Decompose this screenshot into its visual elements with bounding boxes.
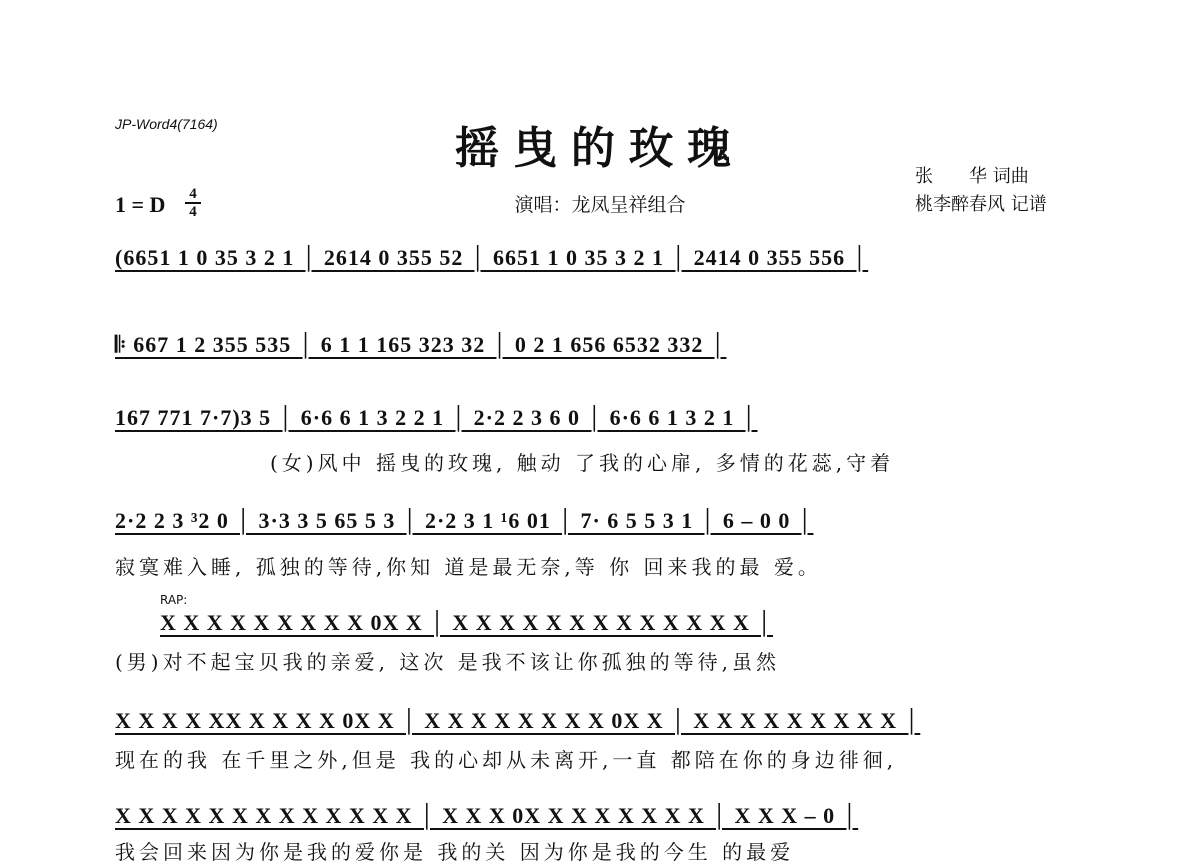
notes-line-2: 𝄆 667 1 2 355 535 │ 6 1 1 165 323 32 │ 0 2 1 656 6532 332 │: [115, 332, 727, 357]
lyricist-credit: 张 华 词曲: [915, 166, 1029, 187]
notes-line-4: 2·2 2 3 ³2 0 │ 3·3 3 5 65 5 3 │ 2·2 3 1 ¹6 01 │ 7· 6 5 5 3 1 │ 6 – 0 0 │: [115, 508, 814, 533]
notes-line-7: X X X X X X X X X X X X X │ X X X 0X X X X X X X X │ X X X – 0 │: [115, 803, 859, 828]
transcriber-credit: 桃李醉春风 记谱: [915, 194, 1047, 215]
score-line-2: [115, 332, 1090, 358]
meter-bottom: 4: [189, 204, 197, 220]
notes-line-6: X X X X XX X X X X 0X X │ X X X X X X X X 0X X │ X X X X X X X X X │: [115, 708, 921, 733]
score-line-6: [115, 708, 1090, 734]
lyric-line-4: 寂寞难入睡, 孤独的等待,你知 道是最无奈,等 你 回来我的最 爱。: [115, 555, 822, 579]
lyric-line-7: 我会回来因为你是我的爱你是 我的关 因为你是我的今生 的最爱: [115, 840, 795, 864]
key-signature: 1 = D: [115, 192, 166, 217]
software-label: JP-Word4(7164): [115, 116, 218, 132]
lyric-line-6: 现在的我 在千里之外,但是 我的心却从未离开,一直 都陪在你的身边徘徊,: [115, 748, 898, 772]
song-title: 摇曳的玫瑰: [455, 123, 745, 174]
score-line-1: [115, 245, 1090, 271]
notes-line-5: X X X X X X X X X 0X X │ X X X X X X X X X X X X X │: [160, 610, 773, 635]
meter-top: 4: [189, 186, 197, 202]
rap-label: RAP:: [160, 593, 188, 607]
notes-line-3: 167 771 7·7)3 5 │ 6·6 6 1 3 2 2 1 │ 2·2 2 3 6 0 │ 6·6 6 1 3 2 1 │: [115, 405, 758, 430]
singer-credit: 演唱：龙凤呈祥组合: [514, 194, 686, 216]
score-line-5: [160, 610, 1090, 636]
score-line-3: [115, 405, 1090, 431]
score-line-7: [115, 803, 1090, 829]
score-line-4: [115, 508, 1090, 534]
lyric-line-3: (女)风中 摇曳的玫瑰, 触动 了我的心扉, 多情的花蕊,守着: [270, 451, 895, 475]
notes-line-1: (6651 1 0 35 3 2 1 │ 2614 0 355 52 │ 6651 1 0 35 3 2 1 │ 2414 0 355 556 │: [115, 245, 869, 270]
lyric-line-5: (男)对不起宝贝我的亲爱, 这次 是我不该让你孤独的等待,虽然: [115, 650, 781, 674]
